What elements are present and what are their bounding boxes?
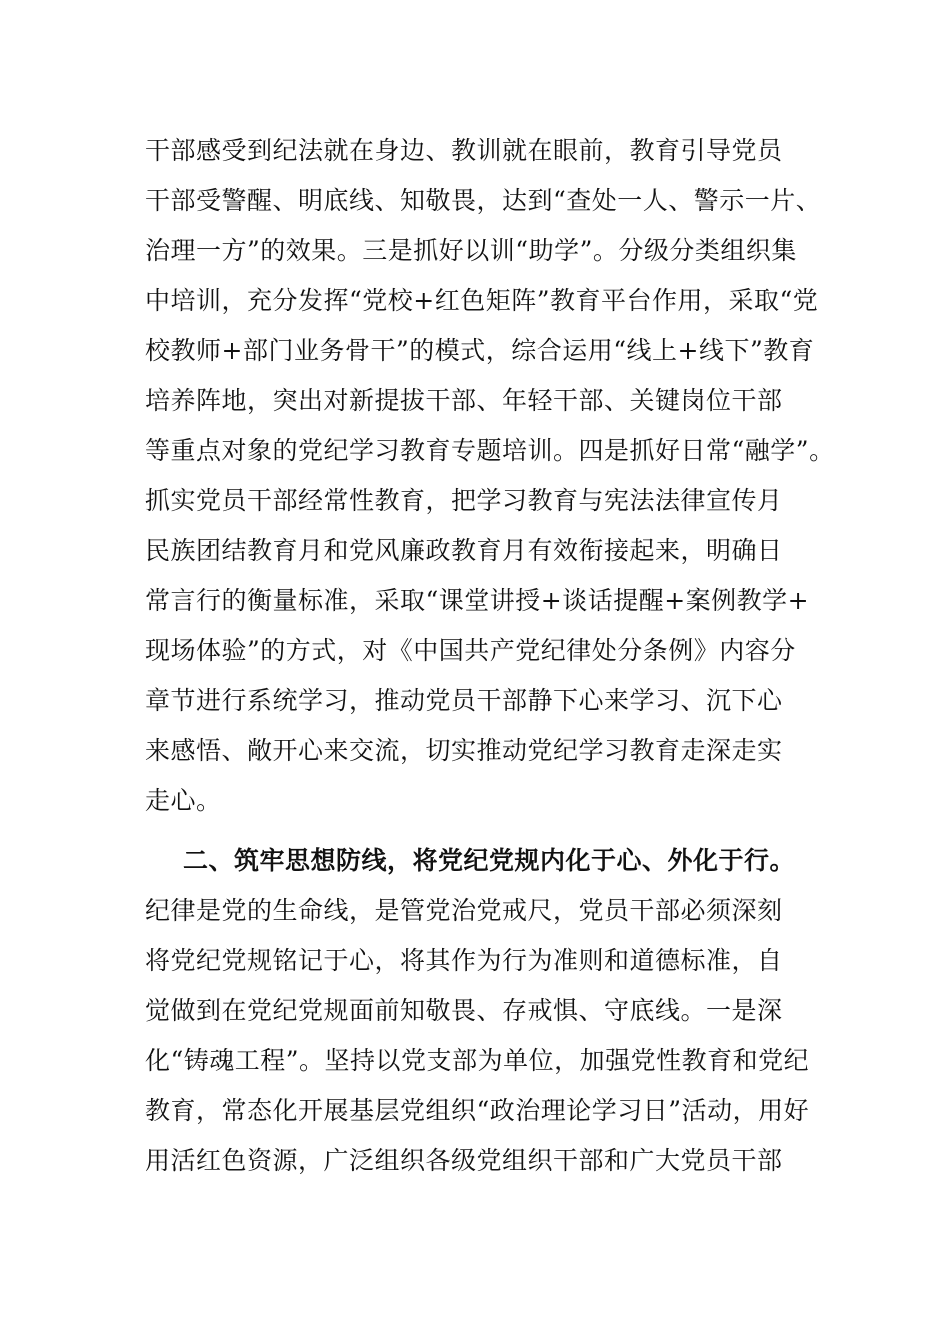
paragraph-line: 培养阵地，突出对新提拔干部、年轻干部、关键岗位干部: [145, 386, 783, 415]
paragraph-2: [145, 836, 815, 1186]
section-heading-line: [145, 836, 815, 886]
paragraph-line: 现场体验”的方式，对《中国共产党纪律处分条例》内容分: [145, 636, 796, 665]
paragraph-line: 将党纪党规铭记于心，将其作为行为准则和道德标准，自: [145, 946, 783, 975]
paragraph-line: 教育，常态化开展基层党组织“政治理论学习日”活动，用好: [145, 1096, 810, 1125]
paragraph-line: 来感悟、敞开心来交流，切实推动党纪学习教育走深走实: [145, 736, 783, 765]
paragraph-line: 化“铸魂工程”。坚持以党支部为单位，加强党性教育和党纪: [145, 1046, 810, 1075]
paragraph-line: 干部感受到纪法就在身边、教训就在眼前，教育引导党员: [145, 136, 783, 165]
paragraph-line: 等重点对象的党纪学习教育专题培训。四是抓好日常“融学”。: [145, 436, 835, 465]
paragraph-line: 民族团结教育月和党风廉政教育月有效衔接起来，明确日: [145, 536, 783, 565]
paragraph-line: 用活红色资源，广泛组织各级党组织干部和广大党员干部: [145, 1146, 783, 1175]
paragraph-line: 干部受警醒、明底线、知敬畏，达到“查处一人、警示一片、: [145, 186, 822, 215]
paragraph-line: 章节进行系统学习，推动党员干部静下心来学习、沉下心: [145, 686, 783, 715]
paragraph-line: 中培训，充分发挥“党校+红色矩阵”教育平台作用，采取“党: [145, 286, 819, 315]
paragraph-1: [145, 126, 835, 826]
paragraph-line: 常言行的衡量标准，采取“课堂讲授+谈话提醒+案例教学+: [145, 586, 810, 615]
paragraph-line: 觉做到在党纪党规面前知敬畏、存戒惧、守底线。一是深: [145, 996, 783, 1025]
paragraph-line: 抓实党员干部经常性教育，把学习教育与宪法法律宣传月: [145, 486, 783, 515]
paragraph-line: 治理一方”的效果。三是抓好以训“助学”。分级分类组织集: [145, 236, 797, 265]
paragraph-line: 校教师+部门业务骨干”的模式，综合运用“线上+线下”教育: [145, 336, 815, 365]
paragraph-line: 走心。: [145, 786, 222, 815]
paragraph-line: 纪律是党的生命线，是管党治党戒尺，党员干部必须深刻: [145, 896, 783, 925]
section-heading: 二、筑牢思想防线，将党纪党规内化于心、外化于行。: [183, 846, 796, 875]
